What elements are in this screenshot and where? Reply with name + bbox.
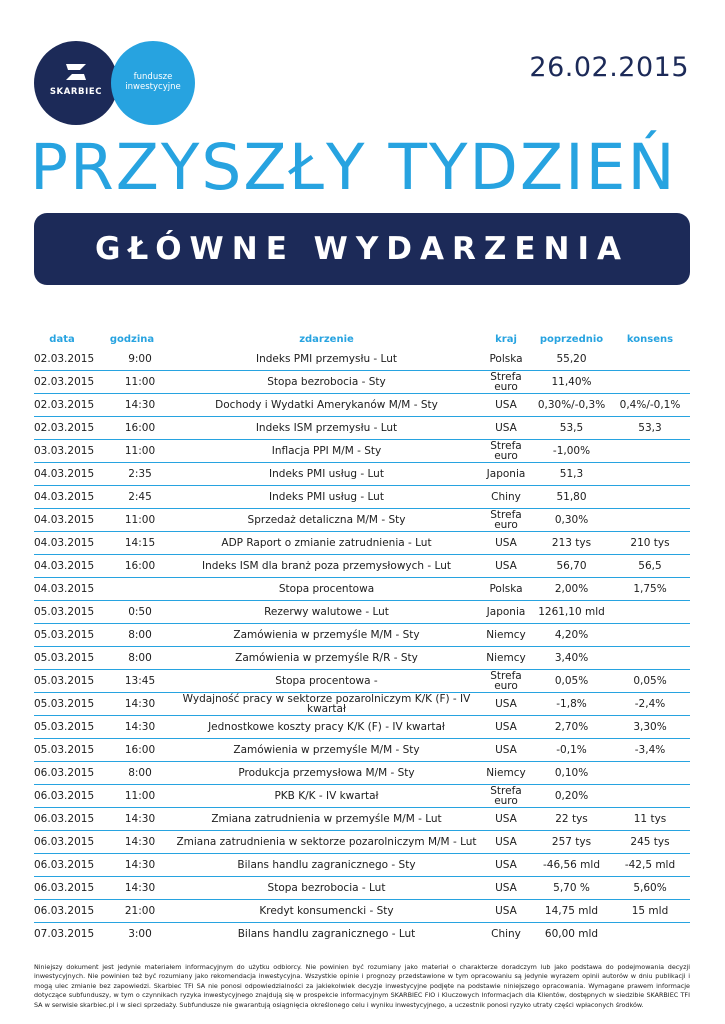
cell-previous: 0,05% <box>554 675 589 687</box>
cell-time: 14:30 <box>124 882 156 894</box>
cell-country: Niemcy <box>486 652 526 664</box>
cell-event: Zmiana zatrudnienia w przemyśle M/M - Lut <box>211 813 442 825</box>
cell-time: 8:00 <box>128 652 152 664</box>
table-row <box>34 646 690 669</box>
cell-time: 21:00 <box>124 905 156 917</box>
cell-time: 8:00 <box>128 767 152 779</box>
cell-time: 14:30 <box>124 813 156 825</box>
cell-consensus: -2,4% <box>634 698 666 710</box>
table-body <box>34 348 690 945</box>
cell-previous: 213 tys <box>551 537 592 549</box>
cell-country: Strefa euro <box>490 440 522 462</box>
cell-previous: -1,8% <box>556 698 587 710</box>
cell-consensus: 15 mld <box>631 905 669 917</box>
cell-previous: 257 tys <box>551 836 592 848</box>
cell-time: 13:45 <box>124 675 156 687</box>
cell-date: 02.03.2015 <box>34 399 95 411</box>
logo-subtitle-line1: fundusze <box>133 72 173 82</box>
skarbiec-logo <box>34 41 118 125</box>
cell-date: 04.03.2015 <box>34 491 95 503</box>
cell-time: 14:30 <box>124 836 156 848</box>
cell-country: USA <box>495 721 517 733</box>
cell-country: USA <box>495 399 517 411</box>
table-row <box>34 830 690 853</box>
table-row <box>34 600 690 623</box>
cell-consensus: -42,5 mld <box>624 859 676 871</box>
cell-previous: 2,70% <box>554 721 589 733</box>
cell-date: 06.03.2015 <box>34 813 95 825</box>
table-row <box>34 370 690 393</box>
column-header-event: zdarzenie <box>299 334 354 345</box>
cell-time: 11:00 <box>124 790 156 802</box>
column-header-previous: poprzednio <box>539 334 604 345</box>
report-date: 26.02.2015 <box>529 52 689 83</box>
cell-previous: 51,3 <box>559 468 584 480</box>
cell-event: Stopa bezrobocia - Sty <box>267 376 386 388</box>
cell-consensus: 1,75% <box>633 583 667 595</box>
skarbiec-mark-icon <box>64 62 88 82</box>
cell-consensus: 53,3 <box>638 422 662 434</box>
cell-date: 04.03.2015 <box>34 514 95 526</box>
cell-event: Bilans handlu zagranicznego - Lut <box>237 928 416 940</box>
cell-country: USA <box>495 813 517 825</box>
cell-previous: 0,30% <box>554 514 589 526</box>
table-row <box>34 669 690 692</box>
page-title: PRZYSZŁY TYDZIEŃ <box>30 131 677 204</box>
cell-time: 2:35 <box>128 468 152 480</box>
cell-consensus: 3,30% <box>633 721 667 733</box>
cell-event: Indeks ISM przemysłu - Lut <box>255 422 398 434</box>
cell-time: 11:00 <box>124 376 156 388</box>
cell-event: Indeks ISM dla branż poza przemysłowych - Lut <box>202 560 451 572</box>
cell-date: 05.03.2015 <box>34 675 95 687</box>
cell-time: 2:45 <box>128 491 152 503</box>
cell-previous: 0,10% <box>554 767 589 779</box>
cell-date: 04.03.2015 <box>34 560 95 572</box>
cell-event: Inflacja PPI M/M - Sty <box>271 445 382 457</box>
funds-logo-circle <box>111 41 195 125</box>
cell-country: Strefa euro <box>490 670 522 692</box>
cell-previous: 55,20 <box>556 353 587 365</box>
cell-country: Chiny <box>491 491 521 503</box>
table-row <box>34 807 690 830</box>
cell-event: PKB K/K - IV kwartał <box>274 790 379 802</box>
cell-date: 06.03.2015 <box>34 859 95 871</box>
cell-date: 02.03.2015 <box>34 353 95 365</box>
table-row <box>34 393 690 416</box>
cell-country: Strefa euro <box>490 785 522 807</box>
table-row <box>34 738 690 761</box>
cell-previous: 11,40% <box>551 376 592 388</box>
cell-country: Chiny <box>491 928 521 940</box>
table-row <box>34 485 690 508</box>
cell-previous: 51,80 <box>556 491 587 503</box>
cell-country: USA <box>495 698 517 710</box>
cell-event: Sprzedaż detaliczna M/M - Sty <box>247 514 406 526</box>
cell-consensus: -3,4% <box>634 744 666 756</box>
cell-event: Rezerwy walutowe - Lut <box>264 606 389 618</box>
cell-date: 06.03.2015 <box>34 882 95 894</box>
banner-label: GŁÓWNE WYDARZENIA <box>94 231 630 267</box>
logo-brand-name: SKARBIEC <box>49 87 103 97</box>
cell-previous: 4,20% <box>554 629 589 641</box>
table-row <box>34 508 690 531</box>
cell-previous: 5,70 % <box>553 882 590 894</box>
cell-country: USA <box>495 882 517 894</box>
cell-date: 05.03.2015 <box>34 744 95 756</box>
cell-previous: 0,30%/-0,3% <box>537 399 606 411</box>
cell-event: Stopa procentowa <box>278 583 375 595</box>
cell-previous: 56,70 <box>556 560 587 572</box>
table-row <box>34 876 690 899</box>
cell-date: 04.03.2015 <box>34 537 95 549</box>
cell-event: Zamówienia w przemyśle R/R - Sty <box>235 652 418 664</box>
cell-date: 02.03.2015 <box>34 422 95 434</box>
cell-date: 05.03.2015 <box>34 606 95 618</box>
cell-previous: -0,1% <box>556 744 587 756</box>
cell-event: Produkcja przemysłowa M/M - Sty <box>238 767 415 779</box>
cell-consensus: 5,60% <box>633 882 667 894</box>
cell-previous: 22 tys <box>555 813 588 825</box>
cell-time: 14:30 <box>124 698 156 710</box>
cell-country: USA <box>495 560 517 572</box>
cell-country: USA <box>495 836 517 848</box>
cell-event: Stopa procentowa - <box>275 675 378 687</box>
cell-date: 07.03.2015 <box>34 928 95 940</box>
cell-event: Bilans handlu zagranicznego - Sty <box>237 859 416 871</box>
cell-consensus: 0,4%/-0,1% <box>619 399 681 411</box>
table-row <box>34 577 690 600</box>
column-header-country: kraj <box>495 334 517 345</box>
cell-time: 8:00 <box>128 629 152 641</box>
column-header-consensus: konsens <box>626 334 674 345</box>
cell-date: 05.03.2015 <box>34 698 95 710</box>
cell-time: 16:00 <box>124 422 156 434</box>
table-row <box>34 715 690 738</box>
cell-time: 14:30 <box>124 859 156 871</box>
cell-consensus: 210 tys <box>630 537 670 549</box>
table-row <box>34 761 690 784</box>
cell-time: 0:50 <box>128 606 152 618</box>
cell-country: USA <box>495 537 517 549</box>
cell-time: 14:30 <box>124 399 156 411</box>
cell-previous: 0,20% <box>554 790 589 802</box>
cell-country: Niemcy <box>486 767 526 779</box>
section-banner <box>34 213 690 285</box>
cell-previous: 53,5 <box>559 422 584 434</box>
cell-time: 3:00 <box>128 928 152 940</box>
table-row <box>34 439 690 462</box>
cell-date: 02.03.2015 <box>34 376 95 388</box>
cell-time: 16:00 <box>124 744 156 756</box>
disclaimer: Niniejszy dokument jest jedynie materiałem informacyjnym do użytku odbiorcy. Nie powinien być rozumiany jako materiał o charakterze doradczym lub jako podstawa do podejmowania decyzji inwestycyjnych. Nie powinien też być rozumiany jako rekomendacja inwestycyjna. Wszystkie opinie i prognozy przedstawione w tym opracowaniu są jedynie wyrazem opinii autorów w dniu publikacji i mogą ulec zmianie bez zapowiedzi. Skarbiec TFI SA nie ponosi odpowiedzialności za jakiekolwiek decyzje inwestycyjne podjęte na podstawie niniejszego opracowania. Wymagane prawem informacje dotyczące subfunduszy, w tym o czynnikach ryzyka inwestycyjnego znajdują się w prospekcie informacyjnym SKARBIEC FIO i Kluczowych Informacjach dla Klientów, dostępnych w siedzibie SKARBIEC TFI SA w serwisie skarbiec.pl i w sieci sprzedaży. Subfundusze nie gwarantują osiągnięcia określonego celu i wyniku inwestycyjnego, a uczestnik ponosi ryzyko utraty części wpłaconych środków. <box>34 963 690 1009</box>
cell-event: Zamówienia w przemyśle M/M - Sty <box>233 744 420 756</box>
cell-date: 04.03.2015 <box>34 468 95 480</box>
cell-event: Indeks PMI usług - Lut <box>269 468 384 480</box>
cell-country: Polska <box>489 353 523 365</box>
cell-previous: 60,00 mld <box>544 928 599 940</box>
cell-date: 06.03.2015 <box>34 836 95 848</box>
cell-previous: -1,00% <box>552 445 591 457</box>
cell-country: Japonia <box>486 468 526 480</box>
cell-time: 11:00 <box>124 514 156 526</box>
cell-event: Wydajność pracy w sektorze pozarolniczym K/K (F) - IV kwartał <box>182 693 471 715</box>
cell-consensus: 11 tys <box>633 813 667 825</box>
logo-subtitle-line2: inwestycyjne <box>125 82 181 92</box>
table-row <box>34 531 690 554</box>
cell-date: 06.03.2015 <box>34 905 95 917</box>
table-row <box>34 623 690 646</box>
cell-previous: -46,56 mld <box>543 859 600 871</box>
table-row <box>34 853 690 876</box>
cell-consensus: 245 tys <box>630 836 670 848</box>
cell-country: Strefa euro <box>490 509 522 531</box>
cell-event: Zmiana zatrudnienia w sektorze pozarolniczym M/M - Lut <box>176 836 477 848</box>
cell-date: 05.03.2015 <box>34 652 95 664</box>
cell-previous: 14,75 mld <box>544 905 599 917</box>
cell-time: 14:15 <box>124 537 156 549</box>
cell-country: Polska <box>489 583 523 595</box>
table-row <box>34 554 690 577</box>
cell-time: 16:00 <box>124 560 156 572</box>
cell-event: Indeks PMI przemysłu - Lut <box>256 353 397 365</box>
cell-event: Dochody i Wydatki Amerykanów M/M - Sty <box>215 399 438 411</box>
cell-previous: 2,00% <box>554 583 589 595</box>
cell-date: 03.03.2015 <box>34 445 95 457</box>
table-row <box>34 416 690 439</box>
column-header-time: godzina <box>109 334 155 345</box>
cell-event: Zamówienia w przemyśle M/M - Sty <box>233 629 420 641</box>
cell-country: USA <box>495 905 517 917</box>
table-row <box>34 348 690 370</box>
table-row <box>34 692 690 715</box>
cell-country: Niemcy <box>486 629 526 641</box>
cell-event: Indeks PMI usług - Lut <box>269 491 384 503</box>
table-header <box>34 331 690 348</box>
cell-date: 04.03.2015 <box>34 583 95 595</box>
cell-time: 14:30 <box>124 721 156 733</box>
cell-consensus: 56,5 <box>638 560 662 572</box>
logo-subtitle <box>121 72 185 92</box>
cell-date: 06.03.2015 <box>34 767 95 779</box>
column-header-date: data <box>49 334 75 345</box>
cell-country: Japonia <box>486 606 526 618</box>
table-row <box>34 462 690 485</box>
cell-previous: 1261,10 mld <box>538 606 605 618</box>
cell-country: USA <box>495 744 517 756</box>
cell-previous: 3,40% <box>554 652 589 664</box>
cell-country: USA <box>495 422 517 434</box>
cell-event: Jednostkowe koszty pracy K/K (F) - IV kwartał <box>208 721 445 733</box>
table-row <box>34 922 690 945</box>
cell-country: Strefa euro <box>490 371 522 393</box>
cell-event: ADP Raport o zmianie zatrudnienia - Lut <box>221 537 432 549</box>
cell-date: 05.03.2015 <box>34 629 95 641</box>
table-row <box>34 899 690 922</box>
table-row <box>34 784 690 807</box>
cell-date: 05.03.2015 <box>34 721 95 733</box>
cell-time: 9:00 <box>128 353 152 365</box>
cell-date: 06.03.2015 <box>34 790 95 802</box>
cell-event: Stopa bezrobocia - Lut <box>267 882 386 894</box>
cell-time: 11:00 <box>124 445 156 457</box>
cell-event: Kredyt konsumencki - Sty <box>259 905 394 917</box>
events-table <box>34 331 690 945</box>
cell-consensus: 0,05% <box>633 675 667 687</box>
cell-country: USA <box>495 859 517 871</box>
